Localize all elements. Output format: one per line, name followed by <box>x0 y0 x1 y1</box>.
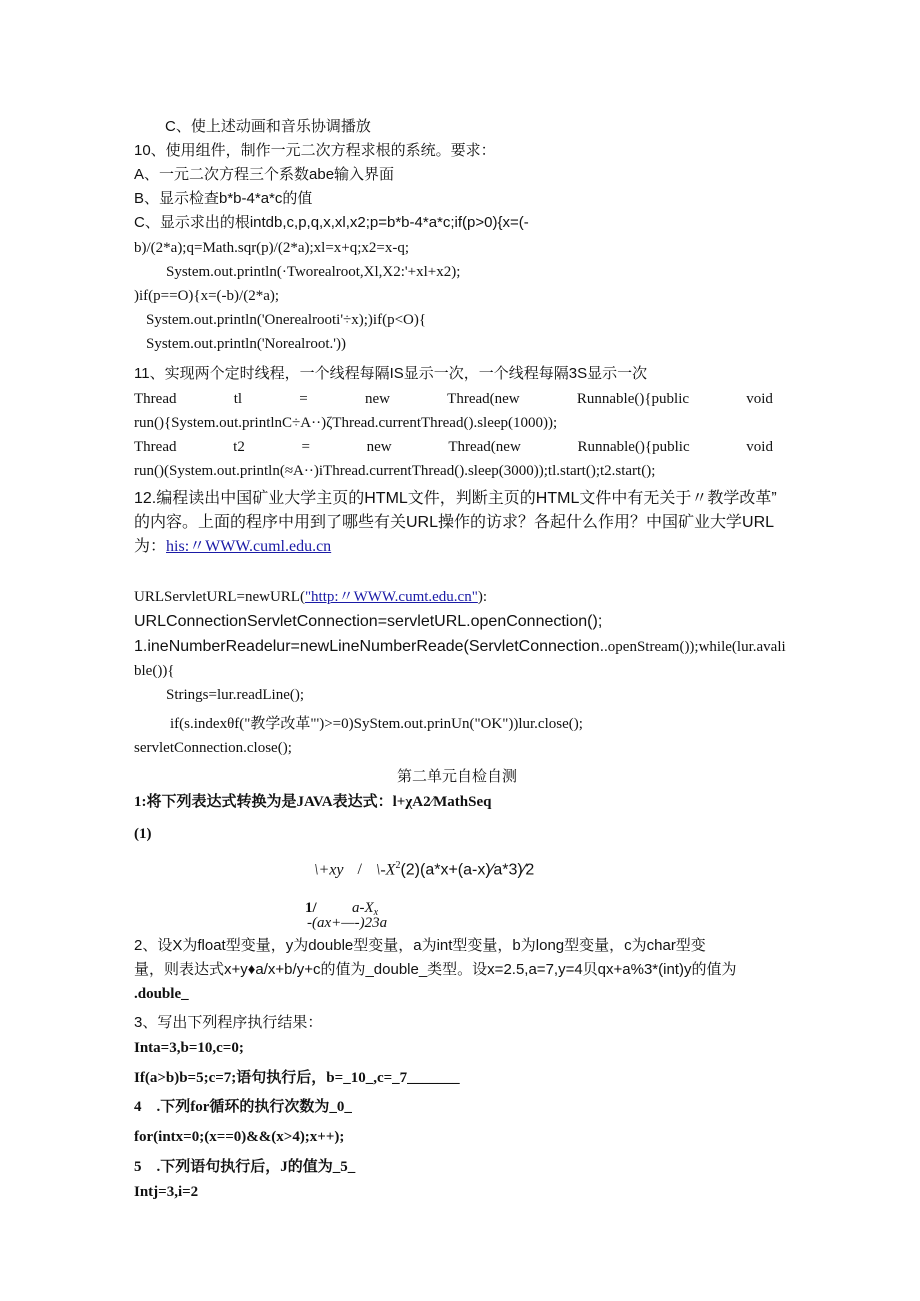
formula-part: / <box>357 861 362 879</box>
unit2-q2-line2: 量，则表达式x+y♦a/x+b/y+c的值为_double_类型。设x=2.5,a=7,y=4贝qx+a%3*(int)y的值为 <box>134 961 737 978</box>
unit2-q5-code: Intj=3,i=2 <box>134 1184 199 1200</box>
q12-code-line <box>134 637 786 657</box>
q12-line3 <box>134 537 331 557</box>
code-text: ): <box>477 589 488 605</box>
code-token: Runnable(){public <box>577 439 690 455</box>
unit2-q3-code: Inta=3,b=10,c=0; <box>134 1040 244 1056</box>
formula-part: \-X <box>375 861 396 879</box>
q12-code-line: servletConnection.close(); <box>134 740 292 756</box>
option-c-text: C、使上述动画和音乐协调播放 <box>165 118 371 135</box>
formula-part: (2)(a*x+(a-x)∕a*3)∕2 <box>400 861 535 879</box>
unit2-q4-title: 4 .下列for循环的执行次数为_0_ <box>134 1099 352 1115</box>
formula-line2-denominator: -(ax+—-)23a <box>307 915 388 931</box>
formula-part: \+xy <box>314 861 344 879</box>
unit2-q3-code: If(a>b)b=5;c=7;语句执行后，b=_10_,c=_7_______ <box>134 1070 460 1086</box>
code-token: new <box>366 439 392 455</box>
unit2-q2-line1: 2、设X为float型变量，y为double型变量，a为int型变量，b为long型变量，c为char型变 <box>134 937 706 954</box>
formula-line2-fraction: 1/ <box>305 900 317 916</box>
q12-code-line <box>134 587 487 607</box>
code-text: 1.ineNumberReadelur=newLineNumberReade(ServletConnection. <box>134 638 605 655</box>
code-text: URLServletURL=newURL( <box>134 589 305 605</box>
code-token: t2 <box>233 439 245 455</box>
q10-code-line: b)/(2*a);q=Math.sqr(p)/(2*a);xl=x+q;x2=x-q; <box>134 240 410 256</box>
q12-line2: 的内容。上面的程序中用到了哪些有关URL操作的访求？各起什么作用？中国矿业大学URL <box>134 514 775 531</box>
code-token: new <box>364 391 390 407</box>
code-token: void <box>746 439 773 455</box>
q11-thread1-declaration <box>134 389 773 409</box>
unit2-q2-line3: .double_ <box>134 986 189 1002</box>
q12-code-line: if(s.indexθf("教学改革"')>=0)SyStem.out.prinUn("OK"))lur.close(); <box>170 716 583 732</box>
unit2-q1: 1:将下列表达式转换为是JAVA表达式：l+χA2∕MathSeq <box>134 794 492 810</box>
q11-code-line: run()(System.out.println(≈A··)iThread.currentThread().sleep(3000));tl.start();t2.start(); <box>134 463 656 479</box>
code-token: = <box>299 391 308 407</box>
q10-code-line: System.out.println('Norealroot.')) <box>146 336 346 352</box>
code-token: Thread(new <box>447 391 520 407</box>
q11-title: 11、实现两个定时线程，一个线程每隔IS显示一次，一个线程每隔3S显示一次 <box>134 365 648 382</box>
q12-code-line: Strings=lur.readLine(); <box>166 687 305 703</box>
q10-option-a: A、一元二次方程三个系数abe输入界面 <box>134 166 395 183</box>
code-token: Thread(new <box>448 439 521 455</box>
unit2-q1-number: (1) <box>134 826 152 842</box>
q11-code-line: run(){System.out.printlnC÷A··)ζThread.currentThread().sleep(1000)); <box>134 415 558 431</box>
q12-line3-prefix: 为： <box>134 538 167 555</box>
q10-option-b: B、显示检查b*b-4*a*c的值 <box>134 190 313 207</box>
cumt-url-string-link[interactable]: "http:〃WWW.cumt.edu.cn" <box>304 589 478 605</box>
q10-title: 10、使用组件，制作一元二次方程求根的系统。要求： <box>134 142 496 159</box>
q12-code-line: ble()){ <box>134 663 175 679</box>
q10-code-line: System.out.println('Onerealrooti'÷x);)if(p<O){ <box>146 312 427 328</box>
unit2-heading: 第二单元自检自测 <box>397 768 518 785</box>
q10-code-line: )if(p==O){x=(-b)/(2*a); <box>134 288 280 304</box>
q12-code-line: URLConnectionServletConnection=servletURL.openConnection(); <box>134 613 603 630</box>
q11-thread2-declaration <box>134 437 773 457</box>
formula-subscript: x <box>373 907 379 918</box>
q10-code-line: System.out.println(·Tworealroot,Xl,X2:'+xl+x2); <box>166 264 461 280</box>
code-token: = <box>301 439 310 455</box>
code-text: .openStream());while(lur.avali <box>604 639 786 655</box>
q10-option-c: C、显示求出的根intdb,c,p,q,x,xl,x2;p=b*b-4*a*c;if(p>0){x=(- <box>134 214 529 231</box>
code-token: Thread <box>134 439 177 455</box>
unit2-q4-code: for(intx=0;(x==0)&&(x>4);x++); <box>134 1129 345 1145</box>
formula-part: a-X <box>352 900 374 916</box>
unit2-q3-title: 3、写出下列程序执行结果： <box>134 1014 323 1031</box>
code-token: tl <box>233 391 243 407</box>
code-token: Thread <box>134 391 177 407</box>
unit2-q5-title: 5 .下列语句执行后，J的值为_5_ <box>134 1159 356 1175</box>
q12-line1: 12.编程读出中国矿业大学主页的HTML文件，判断主页的HTML文件中有无关于〃教学改革” <box>134 490 777 507</box>
formula-line1 <box>314 856 534 880</box>
formula-superscript: 2 <box>395 860 401 871</box>
code-token: void <box>746 391 773 407</box>
code-token: Runnable(){public <box>576 391 690 407</box>
cumt-url-link[interactable]: his:〃WWW.cuml.edu.cn <box>166 538 332 555</box>
